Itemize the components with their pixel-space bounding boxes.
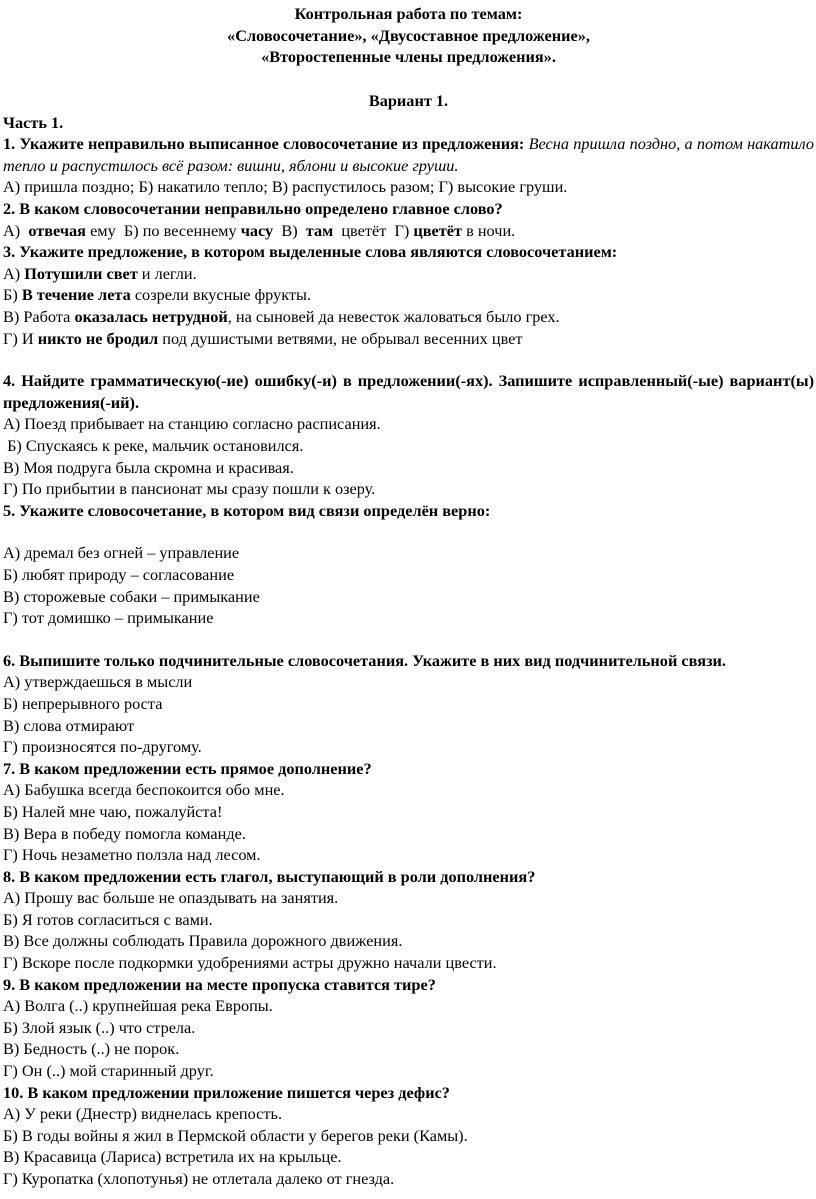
question-7-option-c: В) Вера в победу помогла команде.	[3, 823, 246, 843]
q3-d-bold: никто не бродил	[37, 328, 159, 348]
question-4-title: 4. Найдите грамматическую(-ие) ошибку(-и) в предложении(-ях). Запишите исправленный(-ые) вариант(ы) предложения(-ий).	[3, 371, 814, 412]
question-5-option-b: Б) любят природу – согласование	[3, 564, 235, 584]
q3-b-rest: созрели вкусные фрукты.	[130, 285, 312, 305]
question-6-title: 6. Выпишите только подчинительные словосочетания. Укажите в них вид подчинительной связи.	[3, 650, 726, 670]
question-7-option-b: Б) Налей мне чаю, пожалуйста!	[3, 801, 223, 821]
question-7-option-d: Г) Ночь незаметно ползла над лесом.	[3, 845, 261, 865]
question-8-option-d: Г) Вскоре после подкормки удобрениями астры дружно начали цвести.	[3, 953, 497, 973]
q3-d-prefix: Г) И	[3, 328, 38, 348]
question-3-option-d	[3, 328, 814, 350]
question-3-option-c	[3, 306, 814, 328]
q2-a-prefix: А)	[3, 220, 29, 240]
question-10-option-b: Б) В годы войны я жил в Пермской области у берегов реки (Камы).	[3, 1125, 468, 1145]
spacer	[3, 629, 814, 650]
question-9-option-a: А) Волга (..) крупнейшая река Европы.	[3, 996, 273, 1016]
question-4-option-a: А) Поезд прибывает на станцию согласно расписания.	[3, 414, 381, 434]
question-10-option-c: В) Красавица (Лариса) встретила их на крыльце.	[3, 1147, 342, 1167]
question-9-option-b: Б) Злой язык (..) что стрела.	[3, 1017, 196, 1037]
question-6-option-b: Б) непрерывного роста	[3, 693, 163, 713]
q3-d-rest: под душистыми ветвями, не обрывал весенних цвет	[158, 328, 523, 348]
question-1	[3, 133, 814, 176]
q3-a-bold: Потушили свет	[24, 263, 138, 283]
document-title	[3, 0, 814, 68]
q2-d-word: цветёт	[413, 220, 462, 240]
question-10-option-d: Г) Куропатка (хлопотунья) не отлетала далеко от гнезда.	[3, 1169, 395, 1189]
q3-c-bold: оказалась нетрудной	[74, 307, 228, 327]
q2-c-word: там	[305, 220, 334, 240]
q2-c-rest: цветёт Г)	[333, 220, 414, 240]
q2-b-rest: В)	[273, 220, 306, 240]
q2-d-rest: в ночи.	[462, 220, 516, 240]
question-4-option-d: Г) По прибытии в пансионат мы сразу пошли к озеру.	[3, 479, 376, 499]
question-10-option-a: А) У реки (Днестр) виднелась крепость.	[3, 1104, 283, 1124]
title-line-1: Контрольная работа по темам:	[294, 4, 523, 23]
question-3-title: 3. Укажите предложение, в котором выделенные слова являются словосочетанием:	[3, 242, 618, 262]
question-2-title: 2. В каком словосочетании неправильно определено главное слово?	[3, 199, 503, 219]
question-9-option-c: В) Бедность (..) не порок.	[3, 1039, 180, 1059]
q3-a-rest: и легли.	[137, 263, 197, 283]
spacer	[3, 349, 814, 370]
question-1-options: А) пришла поздно; Б) накатило тепло; В) распустилось разом; Г) высокие груши.	[3, 177, 568, 197]
question-3-option-b	[3, 284, 814, 306]
question-1-title: 1. Укажите неправильно выписанное словосочетание из предложения:	[3, 134, 525, 154]
part-heading: Часть 1.	[3, 112, 64, 132]
question-6-option-a: А) утверждаешься в мысли	[3, 672, 193, 692]
question-8-title: 8. В каком предложении есть глагол, выступающий в роли дополнения?	[3, 866, 536, 886]
q3-b-prefix: Б)	[3, 285, 22, 305]
question-3-option-a	[3, 263, 814, 285]
question-5-title: 5. Укажите словосочетание, в котором вид связи определён верно:	[3, 500, 491, 520]
question-8-option-b: Б) Я готов согласиться с вами.	[3, 909, 213, 929]
title-line-2: «Словосочетание», «Двусоставное предложение»,	[227, 25, 590, 45]
q3-c-prefix: В) Работа	[3, 307, 75, 327]
question-8-option-c: В) Все должны соблюдать Правила дорожного движения.	[3, 931, 403, 951]
question-7-title: 7. В каком предложении есть прямое дополнение?	[3, 758, 372, 778]
question-7-option-a: А) Бабушка всегда беспокоится обо мне.	[3, 780, 285, 800]
question-2-options	[3, 220, 814, 242]
question-1-sentence: Весна пришла поздно, а потом накатило тепло и распустилось всё разом: вишни, яблони и высокие груши.	[3, 134, 814, 175]
title-line-3: «Второстепенные члены предложения».	[261, 47, 556, 67]
q3-a-prefix: А)	[3, 263, 25, 283]
spacer	[3, 521, 814, 542]
q2-a-rest: ему Б) по весеннему	[86, 220, 241, 240]
q3-b-bold: В течение лета	[21, 285, 131, 305]
q2-a-word: отвечая	[28, 220, 86, 240]
question-6-option-c: В) слова отмирают	[3, 715, 135, 735]
question-8-option-a: А) Прошу вас больше не опаздывать на занятия.	[3, 888, 339, 908]
question-4-option-b: Б) Спускаясь к реке, мальчик остановился.	[3, 436, 304, 456]
question-5-option-c: В) сторожевые собаки – примыкание	[3, 586, 260, 606]
question-10-title: 10. В каком предложении приложение пишется через дефис?	[3, 1082, 450, 1102]
question-6-option-d: Г) произносятся по-другому.	[3, 737, 202, 757]
q3-c-rest: , на сыновей да невесток жаловаться было грех.	[227, 307, 560, 327]
question-9-title: 9. В каком предложении на месте пропуска ставится тире?	[3, 974, 436, 994]
question-5-option-d: Г) тот домишко – примыкание	[3, 608, 214, 628]
variant-heading: Вариант 1.	[368, 91, 449, 111]
question-4-option-c: В) Моя подруга была скромна и красивая.	[3, 457, 294, 477]
question-5-option-a: А) дремал без огней – управление	[3, 543, 240, 563]
question-9-option-d: Г) Он (..) мой старинный друг.	[3, 1061, 214, 1081]
q2-b-word: часу	[240, 220, 274, 240]
